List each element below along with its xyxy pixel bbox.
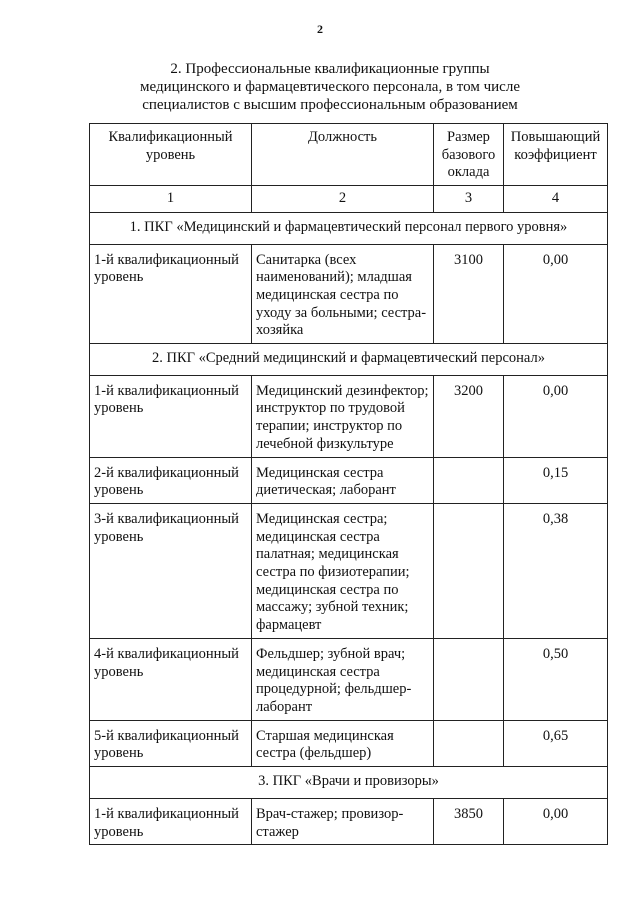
group-row (90, 344, 608, 376)
page-number: 2 (317, 22, 323, 36)
section-title (80, 60, 580, 114)
salary-cell: 3850 (434, 798, 504, 844)
position-cell: Врач-стажер; провизор-стажер (252, 798, 434, 844)
header-coefficient: Повышающий коэффициент (504, 124, 608, 186)
coefficient-cell: 0,65 (504, 720, 608, 766)
group-row (90, 767, 608, 799)
salary-cell (434, 638, 504, 720)
section-title-line: медицинского и фармацевтического персонала, в том числе (140, 79, 520, 95)
position-cell: Медицинская сестра; медицинская сестра палатная; медицинская сестра по физиотерапии; медицинская сестра по массажу; зубной техник; фармацевт (252, 503, 434, 638)
qualification-level-cell: 5-й квалификационный уровень (90, 720, 252, 766)
column-number: 3 (434, 186, 504, 213)
coefficient-cell: 0,38 (504, 503, 608, 638)
qualification-level-cell: 3-й квалификационный уровень (90, 503, 252, 638)
group-title: 1. ПКГ «Медицинский и фармацевтический персонал первого уровня» (90, 212, 608, 244)
table-row (90, 503, 608, 638)
table-header-row (90, 124, 608, 186)
column-numbers-row (90, 186, 608, 213)
coefficient-cell: 0,00 (504, 244, 608, 344)
group-title: 3. ПКГ «Врачи и провизоры» (90, 767, 608, 799)
salary-cell (434, 720, 504, 766)
section-title-line: специалистов с высшим профессиональным образованием (142, 97, 518, 113)
qualification-level-cell: 2-й квалификационный уровень (90, 457, 252, 503)
header-qualification-level: Квалификационный уровень (90, 124, 252, 186)
coefficient-cell: 0,00 (504, 798, 608, 844)
section-title-line: 2. Профессиональные квалификационные группы (170, 61, 490, 77)
position-cell: Старшая медицинская сестра (фельдшер) (252, 720, 434, 766)
salary-cell: 3200 (434, 375, 504, 457)
table-row (90, 720, 608, 766)
group-row (90, 212, 608, 244)
table-row (90, 457, 608, 503)
coefficient-cell: 0,00 (504, 375, 608, 457)
group-title: 2. ПКГ «Средний медицинский и фармацевтический персонал» (90, 344, 608, 376)
salary-cell (434, 457, 504, 503)
qualification-level-cell: 1-й квалификационный уровень (90, 798, 252, 844)
qualification-level-cell: 1-й квалификационный уровень (90, 244, 252, 344)
salary-cell: 3100 (434, 244, 504, 344)
qualification-table (89, 123, 608, 845)
table-row (90, 244, 608, 344)
qualification-level-cell: 4-й квалификационный уровень (90, 638, 252, 720)
salary-cell (434, 503, 504, 638)
qualification-level-cell: 1-й квалификационный уровень (90, 375, 252, 457)
position-cell: Санитарка (всех наименований); младшая медицинская сестра по уходу за больными; сестра-хозяйка (252, 244, 434, 344)
column-number: 4 (504, 186, 608, 213)
position-cell: Фельдшер; зубной врач; медицинская сестра процедурной; фельдшер-лаборант (252, 638, 434, 720)
coefficient-cell: 0,50 (504, 638, 608, 720)
position-cell: Медицинский дезинфектор; инструктор по трудовой терапии; инструктор по лечебной физкультуре (252, 375, 434, 457)
header-base-salary: Размер базового оклада (434, 124, 504, 186)
table-row (90, 638, 608, 720)
column-number: 2 (252, 186, 434, 213)
table-row (90, 798, 608, 844)
header-position: Должность (252, 124, 434, 186)
column-number: 1 (90, 186, 252, 213)
coefficient-cell: 0,15 (504, 457, 608, 503)
table-row (90, 375, 608, 457)
position-cell: Медицинская сестра диетическая; лаборант (252, 457, 434, 503)
